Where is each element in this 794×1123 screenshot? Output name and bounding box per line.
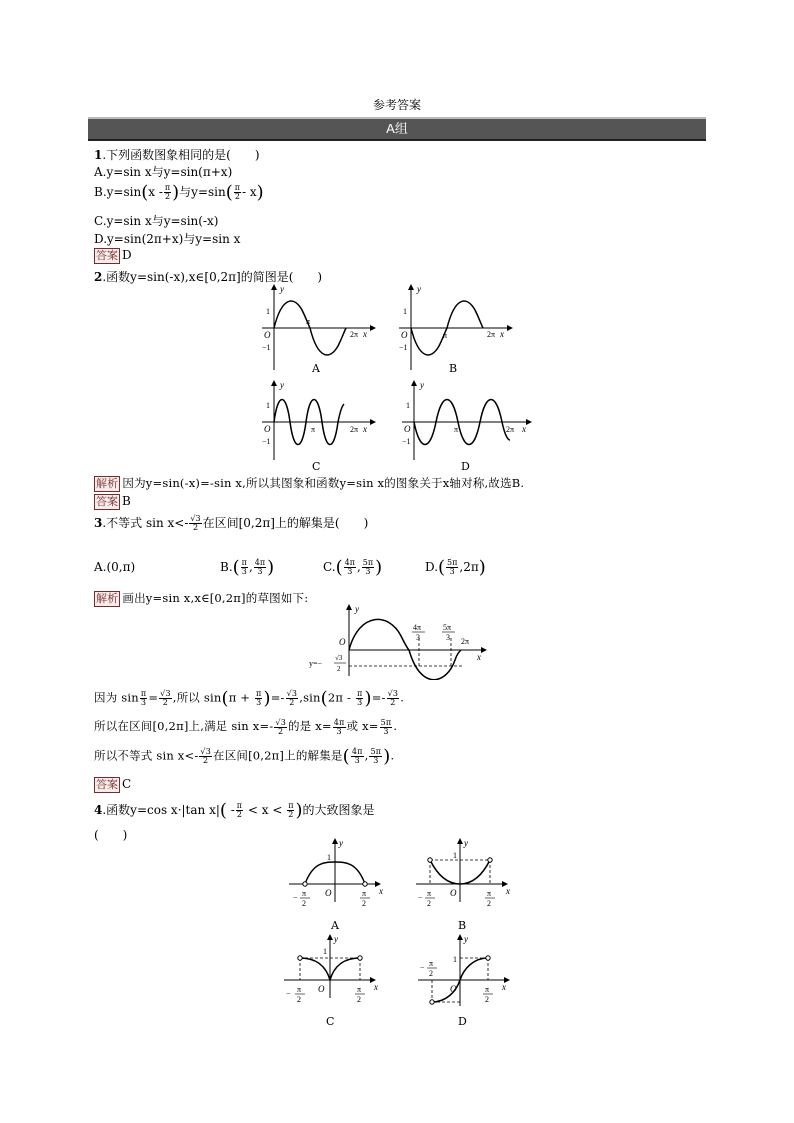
pi-tick-label: π	[362, 889, 367, 898]
five-pi-label: 5π	[362, 558, 374, 567]
q4-graph-c-label: C	[326, 1015, 335, 1028]
four-pi-label: 4π	[254, 558, 266, 567]
pi-tick-label: π	[357, 985, 362, 994]
x-axis-label: x	[363, 329, 367, 339]
two-pi-tick-label: 2π	[506, 425, 515, 434]
q2-graph-b-label: B	[449, 362, 458, 375]
origin-label: O	[264, 330, 271, 340]
q4-number: 4	[94, 803, 103, 817]
neg-one-label: −1	[399, 343, 408, 352]
q1-stem	[94, 146, 260, 163]
two-tick-label: 2	[302, 899, 306, 908]
q3-number: 3	[94, 516, 103, 530]
q3-stem	[94, 514, 368, 532]
q2-graph-c	[258, 378, 378, 464]
neg-sign: −	[293, 893, 298, 902]
five-pi-label: 5π	[380, 717, 392, 727]
q4-blank: ( )	[94, 828, 128, 842]
y-axis-label: y	[355, 604, 359, 614]
q3-solution-line-2: 因为 sin $\frac{\pi}{3}$ = $\frac{√3}{2}$ ,所以 sin(π + $\frac{\pi}{3}$ )=- $\frac{√3}{2}$ ,sin(2π - $\frac{\pi}{3}$ )=- $\frac{√3}{2}$ .	[94, 688, 405, 709]
x-axis-label: x	[374, 982, 378, 992]
q3-option-c: C.( $\frac{4\pi}{3}$ , $\frac{5\pi}{3}$ )	[323, 557, 383, 578]
one-label: 1	[406, 401, 410, 410]
pi-tick-label: π	[454, 425, 459, 434]
q3-answer-value: C	[122, 777, 132, 791]
q3-option-b: B.( $\frac{\pi}{3}$ , $\frac{4\pi}{3}$ )	[220, 557, 275, 578]
page-title: 参考答案	[372, 98, 421, 112]
q1-option-b-inner2: - x	[242, 185, 257, 199]
one-label: 1	[453, 955, 457, 964]
q1-answer	[94, 248, 132, 264]
three-label: 3	[383, 726, 389, 736]
q3-stem-pre: .不等式 sin x<-	[102, 516, 189, 530]
pi-tick-label: π	[443, 331, 448, 340]
q2-analysis	[94, 475, 524, 492]
y-axis-label: y	[417, 284, 421, 294]
pi-tick-label: π	[485, 985, 490, 994]
pi-label: π	[164, 183, 171, 192]
q4-graph-b	[412, 836, 512, 916]
four-pi-tick-label: 4π	[413, 623, 422, 632]
sqrt3-label: √3	[160, 689, 171, 698]
y-axis-label: y	[464, 838, 468, 848]
three-label: 3	[357, 698, 363, 707]
two-label: 2	[164, 192, 171, 201]
q4-graph-d	[414, 932, 514, 1012]
origin-label: O	[404, 424, 411, 434]
three-tick-label: 3	[446, 633, 450, 642]
three-label: 3	[256, 698, 262, 707]
pi-tick-label: π	[306, 317, 311, 326]
x-axis-label: x	[477, 652, 481, 662]
two-tick-label: 2	[487, 899, 491, 908]
answer-tag: 答案	[96, 495, 118, 508]
origin-label: O	[264, 424, 271, 434]
y-eq-neg-label: y=−	[309, 659, 323, 668]
sqrt3-label: √3	[335, 654, 343, 662]
q3-line2-mid: 所以 sin	[176, 690, 222, 705]
five-pi-tick-label: 5π	[443, 623, 452, 632]
y-axis-label: y	[420, 380, 424, 390]
two-label: 2	[192, 523, 199, 532]
analysis-tag: 解析	[96, 477, 119, 490]
q1-option-b-inner1: x -	[148, 185, 163, 199]
q1-answer-value: D	[122, 248, 132, 262]
neg-sign: −	[418, 893, 423, 902]
one-label: 1	[453, 851, 457, 860]
q1-option-b-mid: 与y=sin	[179, 185, 226, 199]
x-axis-label: x	[506, 886, 510, 896]
neg-one-label: −1	[402, 437, 411, 446]
q3-answer	[94, 777, 131, 793]
q2-graph-a	[258, 282, 378, 374]
q3-line3-or: 或 x=	[346, 719, 379, 733]
q2-graph-b	[395, 282, 515, 374]
two-tick-label: 2	[485, 995, 489, 1004]
pi-tick-label: π	[302, 889, 307, 898]
origin-label: O	[450, 888, 457, 898]
two-label: 2	[337, 665, 341, 673]
pi-tick-label: π	[297, 985, 302, 994]
three-label: 3	[241, 567, 247, 576]
pi-label: π	[256, 689, 262, 698]
four-pi-label: 4π	[351, 747, 363, 756]
q1-stem-text: .下列函数图象相同的是( )	[102, 148, 260, 162]
two-pi-tick-label: 2π	[461, 637, 470, 646]
q1-option-c: C.y=sin x与y=sin(-x)	[94, 214, 219, 228]
three-label: 3	[336, 726, 342, 736]
origin-label: O	[325, 888, 332, 898]
q1-option-d: D.y=sin(2π+x)与y=sin x	[94, 232, 241, 246]
sqrt3-label: √3	[286, 689, 298, 698]
pi-label: π	[356, 689, 363, 698]
q4-stem-pre: .函数y=cos x·|tan x|	[102, 803, 220, 817]
q3-analysis-text: 画出y=sin x,x∈[0,2π]的草图如下:	[122, 591, 309, 605]
q2-analysis-text: 因为y=sin(-x)=-sin x,所以其图象和函数y=sin x的图象关于x轴对称,故选B.	[122, 476, 525, 490]
q1-number: 1	[94, 148, 103, 162]
q2-stem-text: .函数y=sin(-x),x∈[0,2π]的简图是( )	[102, 270, 323, 284]
origin-label: O	[318, 984, 325, 994]
pi-label: π	[288, 801, 294, 810]
pi-label: π	[241, 558, 247, 567]
q4-graph-c	[280, 932, 380, 1012]
y-axis-label: y	[334, 934, 338, 944]
two-tick-label: 2	[357, 995, 361, 1004]
two-label: 2	[234, 192, 240, 201]
two-pi-tick-label: 2π	[487, 330, 496, 339]
q1-option-b-prefix: B.y=sin	[94, 185, 142, 199]
five-pi-label: 5π	[370, 747, 382, 756]
x-axis-label: x	[502, 982, 506, 992]
y-axis-label: y	[464, 934, 468, 944]
x-axis-label: x	[379, 886, 383, 896]
q3-stem-post: 在区间[0,2π]上的解集是( )	[202, 516, 369, 530]
y-axis-label: y	[339, 838, 343, 848]
sqrt3-label: √3	[200, 747, 211, 756]
q3-option-c-prefix: C.	[323, 560, 336, 574]
two-tick-label: 2	[297, 995, 301, 1004]
pi-label: π	[228, 690, 237, 705]
two-tick-label: 2	[429, 969, 433, 978]
y-axis-label: y	[280, 284, 284, 294]
x-axis-label: x	[500, 329, 504, 339]
three-label: 3	[365, 567, 371, 576]
pi-tick-label: π	[427, 889, 432, 898]
q3-analysis	[94, 590, 308, 607]
q3-line4-pre: 所以不等式 sin x<-	[94, 748, 199, 763]
x-axis-label: x	[363, 424, 367, 434]
sqrt3-label: √3	[275, 717, 286, 727]
four-pi-label: 4π	[344, 558, 355, 567]
q4-graph-d-label: D	[458, 1015, 467, 1028]
pi-label: π	[234, 183, 241, 192]
answer-tag: 答案	[96, 778, 118, 791]
y-axis-label: y	[280, 380, 284, 390]
q2-graph-d-label: D	[461, 460, 470, 473]
pi-label: π	[140, 689, 147, 698]
two-label: 2	[162, 698, 169, 707]
one-label: 1	[323, 947, 327, 956]
x-axis-label: x	[522, 424, 526, 434]
three-label: 3	[373, 756, 379, 765]
q4-graph-a-label: A	[331, 919, 339, 932]
pi-tick-label: π	[311, 425, 316, 434]
three-label: 3	[347, 567, 353, 576]
one-label: 1	[266, 401, 270, 410]
origin-label: O	[401, 330, 408, 340]
q3-line4-mid: 在区间[0,2π]上的解集是	[213, 748, 343, 763]
q2-graph-c-label: C	[312, 460, 321, 473]
sqrt3-label: √3	[387, 689, 399, 698]
neg-sign: −	[286, 989, 291, 998]
q4-stem: 4.函数y=cos x·|tan x|( - $\frac{\pi}{2}$ < x < $\frac{\pi}{2}$ )的大致图象是	[94, 800, 375, 821]
five-pi-label: 5π	[447, 558, 458, 567]
analysis-tag: 解析	[96, 592, 119, 605]
origin-label: O	[450, 984, 457, 994]
q3-solution-line-3: 所以在区间[0,2π]上,满足 sin x=- $\frac{√3}{2}$ 的是 x= $\frac{4\pi}{3}$ 或 x= $\frac{5\pi}{3}$ .	[94, 717, 398, 736]
q3-option-d: D.( $\frac{5\pi}{3}$ ,2π)	[425, 557, 486, 578]
two-label: 2	[288, 810, 294, 819]
one-label: 1	[266, 307, 270, 316]
neg-one-label: −1	[262, 343, 271, 352]
q3-option-d-tail: ,2π	[459, 560, 479, 574]
sqrt3-label: √3	[190, 514, 201, 523]
two-tick-label: 2	[362, 899, 366, 908]
three-tick-label: 3	[416, 633, 420, 642]
two-label: 2	[203, 756, 209, 765]
q3-option-a: A.(0,π)	[94, 560, 136, 574]
neg-one-label: −1	[262, 437, 271, 446]
q4-graph-a	[285, 836, 385, 916]
origin-label: O	[339, 637, 346, 647]
two-label: 2	[236, 810, 242, 819]
three-label: 3	[354, 756, 360, 765]
q2-number: 2	[94, 270, 103, 284]
q3-solution-line-4: 所以不等式 sin x<- $\frac{√3}{2}$ 在区间[0,2π]上的解集是( $\frac{4\pi}{3}$ , $\frac{5\pi}{3}$ ).	[94, 746, 395, 767]
q2-graph-a-label: A	[312, 362, 320, 375]
one-label: 1	[327, 853, 331, 862]
three-label: 3	[449, 567, 455, 576]
group-header: A组	[88, 117, 706, 141]
q3-option-d-prefix: D.	[425, 560, 439, 574]
one-label: 1	[403, 307, 407, 316]
three-label: 3	[257, 567, 263, 576]
q4-stem-post: 的大致图象是	[302, 803, 375, 817]
neg-sign: −	[420, 963, 425, 972]
q2-answer-value: B	[122, 494, 131, 508]
q4-graph-b-label: B	[458, 919, 467, 932]
pi-label: π	[236, 801, 243, 810]
q3-line3-mid: 的是 x=	[287, 719, 332, 733]
two-pi-tick-label: 2π	[350, 425, 359, 434]
two-pi-tick-label: 2π	[350, 330, 359, 339]
q1-option-a: A.y=sin x与y=sin(π+x)	[94, 165, 233, 179]
two-pi-label: 2π	[327, 690, 344, 705]
two-label: 2	[289, 698, 295, 707]
three-label: 3	[140, 698, 147, 707]
two-label: 2	[278, 726, 284, 736]
two-label: 2	[390, 698, 396, 707]
four-pi-label: 4π	[333, 717, 345, 727]
two-tick-label: 2	[427, 899, 431, 908]
q3-line3-pre: 所以在区间[0,2π]上,满足 sin x=-	[94, 719, 274, 733]
q2-graph-d	[398, 378, 538, 464]
answer-tag: 答案	[96, 249, 118, 262]
q3-option-b-prefix: B.	[220, 560, 233, 574]
pi-tick-label: π	[429, 959, 434, 968]
pi-tick-label: π	[487, 889, 492, 898]
q3-line2-pre: 因为 sin	[94, 690, 139, 705]
q2-answer	[94, 494, 131, 510]
q3-sketch-graph	[305, 602, 490, 680]
q1-option-b: B.y=sin(x - $\frac{\pi}{2}$ )与y=sin( $\frac{\pi}{2}$ - x)	[94, 182, 264, 203]
